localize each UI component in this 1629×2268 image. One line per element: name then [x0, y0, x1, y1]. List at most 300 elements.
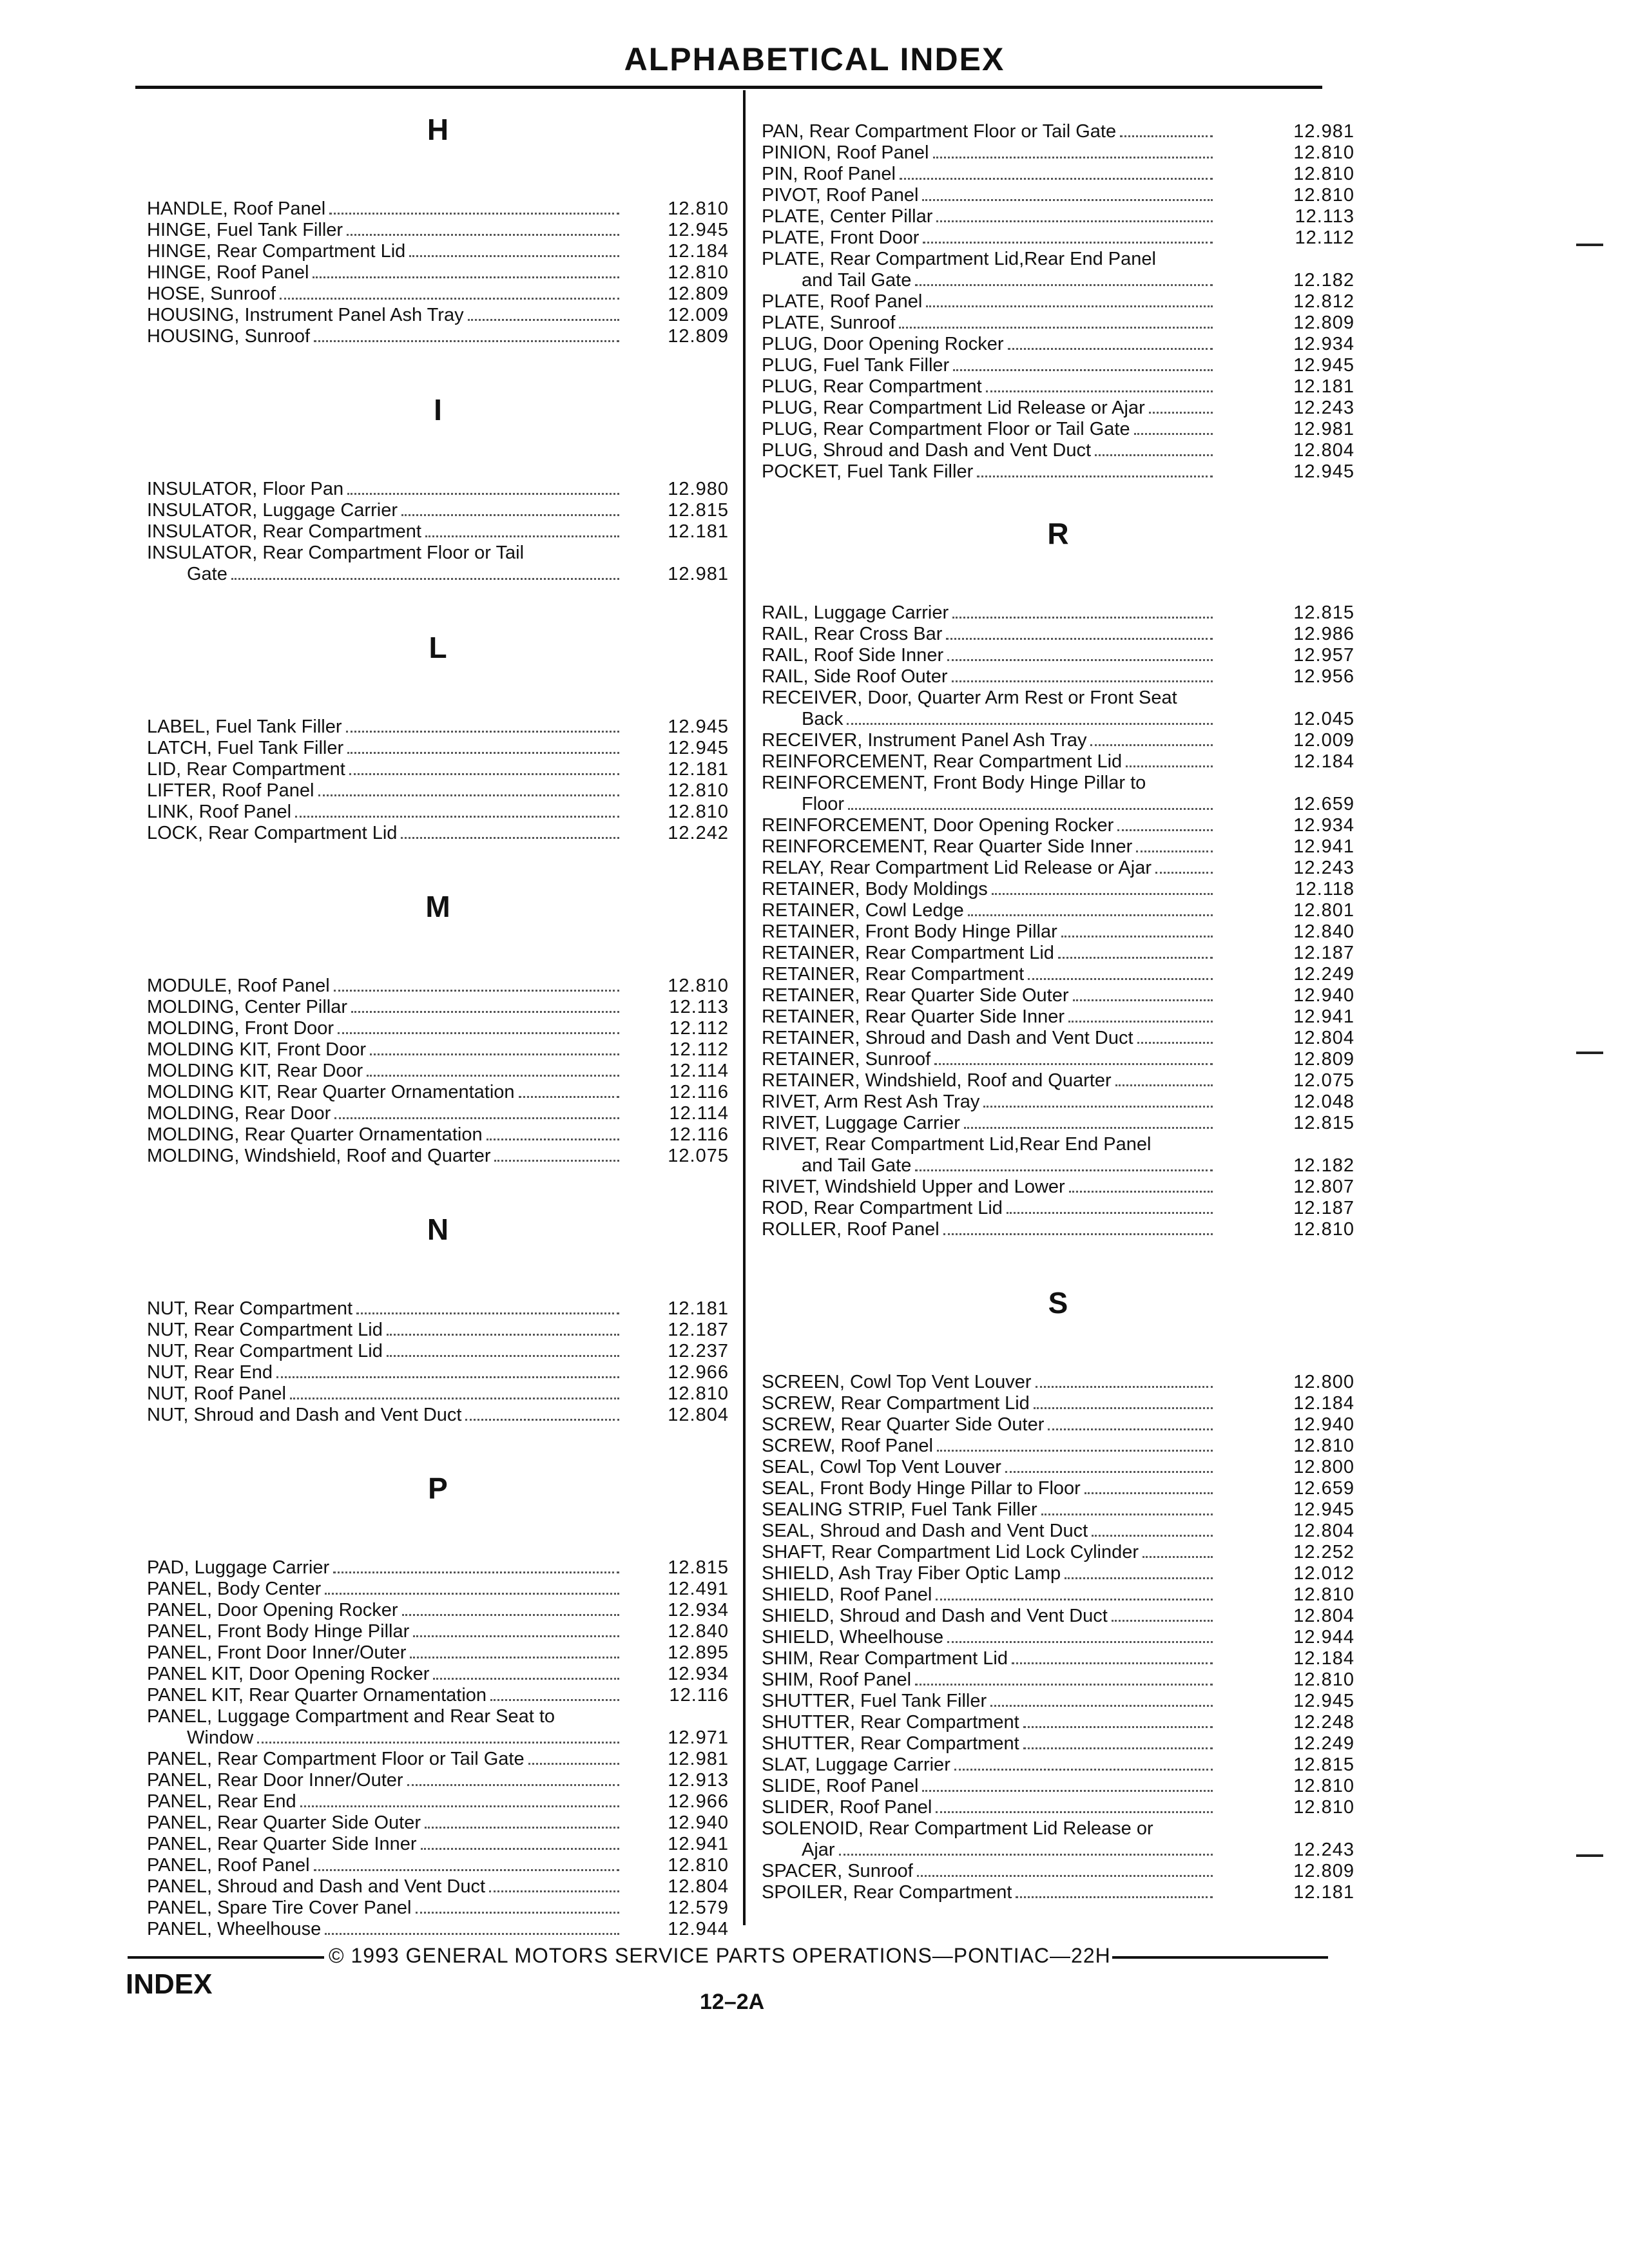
dot-leader	[839, 1854, 1213, 1856]
dot-leader	[349, 773, 619, 775]
dot-leader	[407, 1784, 619, 1786]
index-entry	[762, 1882, 1354, 1903]
entry-name: SHIM, Roof Panel	[762, 1669, 912, 1690]
entry-name: PLUG, Rear Compartment Floor or Tail Gate	[762, 419, 1130, 439]
entry-page-number: 12.112	[669, 1039, 729, 1060]
dot-leader	[1065, 1577, 1213, 1579]
dot-leader	[313, 276, 619, 278]
index-entry	[147, 1685, 729, 1706]
index-entry	[762, 1006, 1354, 1028]
entry-page-number: 12.981	[668, 1749, 729, 1769]
entry-page-number: 12.243	[1293, 858, 1354, 878]
dot-leader	[1008, 348, 1213, 350]
index-entry	[762, 1049, 1354, 1070]
margin-mark	[1576, 244, 1603, 246]
entry-page-number: 12.184	[1293, 1648, 1354, 1669]
index-entry	[147, 738, 729, 759]
entry-page-number: 12.809	[1293, 1049, 1354, 1070]
dot-leader	[1084, 1492, 1213, 1494]
dot-leader	[490, 1699, 619, 1701]
index-section	[762, 514, 1354, 1240]
entry-name-group	[147, 997, 645, 1018]
entry-page-number: 12.945	[1293, 1691, 1354, 1711]
dot-leader	[409, 255, 619, 257]
entry-name: PLUG, Door Opening Rocker	[762, 334, 1004, 354]
index-entry	[762, 1457, 1354, 1478]
entry-name-group	[147, 198, 645, 220]
entry-name: HOUSING, Instrument Panel Ash Tray	[147, 305, 464, 325]
entry-name-group	[147, 1146, 645, 1167]
entry-page-number: 12.941	[668, 1834, 729, 1854]
dot-leader	[1005, 1471, 1213, 1473]
entry-name-continuation-line	[762, 794, 1239, 815]
entry-name: RAIL, Side Roof Outer	[762, 666, 948, 687]
entry-name: REINFORCEMENT, Rear Compartment Lid	[762, 751, 1123, 772]
index-entry	[147, 802, 729, 823]
dot-leader	[280, 298, 619, 300]
dot-leader	[990, 1705, 1213, 1707]
entry-name-group	[762, 815, 1239, 836]
entry-name-continuation: Gate	[187, 564, 227, 584]
dot-leader	[1092, 1535, 1213, 1537]
index-entry	[147, 1298, 729, 1320]
entry-name: SCREW, Rear Quarter Side Outer	[762, 1414, 1045, 1435]
entry-name: SOLENOID, Rear Compartment Lid Release or	[762, 1818, 1153, 1839]
index-entry	[762, 943, 1354, 964]
index-entry	[762, 1776, 1354, 1797]
entry-name-group	[762, 1177, 1239, 1198]
entry-name: MOLDING KIT, Rear Quarter Ornamentation	[147, 1082, 515, 1102]
left-column	[147, 110, 729, 1940]
entry-name-group	[147, 1855, 645, 1876]
dot-leader	[314, 1869, 619, 1871]
index-entry	[147, 1061, 729, 1082]
index-entry	[762, 687, 1354, 730]
entry-name-group	[762, 398, 1239, 419]
entry-name: SCREW, Rear Compartment Lid	[762, 1393, 1030, 1414]
index-entry	[762, 1818, 1354, 1861]
entry-name-continuation-line	[762, 270, 1239, 291]
dot-leader	[1036, 1386, 1213, 1388]
entry-name-group	[147, 1103, 645, 1124]
entry-name-group	[762, 1134, 1239, 1177]
dot-leader	[413, 1635, 619, 1637]
entry-page-number: 12.009	[668, 305, 729, 325]
index-entry	[147, 1812, 729, 1834]
entry-name-group	[762, 943, 1239, 964]
index-entry	[762, 1134, 1354, 1177]
title-rule	[135, 86, 1322, 89]
entry-name-group	[762, 900, 1239, 921]
index-entry	[147, 1664, 729, 1685]
index-entry	[762, 440, 1354, 461]
footer-section-label: INDEX	[126, 1968, 213, 2000]
dot-leader	[922, 1790, 1213, 1792]
entry-name-group	[147, 220, 645, 241]
entry-name-group	[762, 730, 1239, 751]
dot-leader	[968, 914, 1213, 916]
entry-page-number: 12.810	[668, 802, 729, 822]
column-divider	[743, 90, 746, 1925]
entry-page-number: 12.182	[1293, 270, 1354, 291]
entry-name: RELAY, Rear Compartment Lid Release or Ajar	[762, 858, 1152, 878]
dot-leader	[1120, 135, 1213, 137]
dot-leader	[915, 284, 1213, 286]
entry-name: SHIELD, Ash Tray Fiber Optic Lamp	[762, 1563, 1061, 1584]
entry-name: ROLLER, Roof Panel	[762, 1219, 940, 1240]
section-letter: M	[425, 890, 450, 923]
dot-leader	[915, 1169, 1213, 1171]
entry-name-group	[762, 440, 1239, 461]
index-entry	[762, 985, 1354, 1006]
entry-name-group	[147, 1876, 645, 1898]
entry-name-group	[147, 1898, 645, 1919]
index-entry	[762, 624, 1354, 645]
entry-name: MOLDING KIT, Rear Door	[147, 1061, 363, 1081]
entry-page-number: 12.491	[668, 1579, 729, 1599]
dot-leader	[425, 1827, 619, 1829]
index-entry	[762, 921, 1354, 943]
entry-page-number: 12.075	[668, 1146, 729, 1166]
entry-name: MODULE, Roof Panel	[147, 975, 330, 996]
entry-page-number: 12.981	[1293, 121, 1354, 142]
entry-name-group	[762, 206, 1239, 227]
entry-name: RETAINER, Cowl Ledge	[762, 900, 964, 921]
page-number: 12–2A	[700, 1990, 765, 2014]
entry-name-continuation: Ajar	[802, 1840, 835, 1860]
index-entry	[147, 1876, 729, 1898]
dot-leader	[926, 305, 1213, 307]
entry-name-group	[147, 1834, 645, 1855]
dot-leader	[325, 1933, 619, 1935]
entry-name: PLUG, Rear Compartment Lid Release or Ajar	[762, 398, 1145, 418]
entry-page-number: 12.252	[1293, 1542, 1354, 1562]
entry-page-number: 12.116	[669, 1685, 729, 1706]
entry-page-number: 12.116	[669, 1124, 729, 1145]
entry-name: PAN, Rear Compartment Floor or Tail Gate	[762, 121, 1117, 142]
entry-name: PANEL, Body Center	[147, 1579, 322, 1599]
entry-name: PLUG, Shroud and Dash and Vent Duct	[762, 440, 1092, 461]
entry-name-group	[147, 802, 645, 823]
entry-page-number: 12.249	[1293, 964, 1354, 985]
dot-leader	[519, 1096, 619, 1098]
entry-name: INSULATOR, Luggage Carrier	[147, 500, 398, 521]
entry-page-number: 12.944	[1293, 1627, 1354, 1648]
entry-page-number: 12.945	[1293, 355, 1354, 376]
index-entry	[762, 206, 1354, 227]
index-entry	[762, 858, 1354, 879]
entry-name-group	[147, 262, 645, 284]
dot-leader	[401, 837, 619, 839]
entry-page-number: 12.112	[669, 1018, 729, 1039]
dot-leader	[1112, 1620, 1213, 1622]
copyright-notice: © 1993 GENERAL MOTORS SERVICE PARTS OPERATIONS—PONTIAC—22H	[329, 1944, 1111, 1967]
dot-leader	[334, 1117, 619, 1119]
dot-leader	[947, 1641, 1213, 1643]
entry-name-group	[762, 985, 1239, 1006]
index-entry	[762, 602, 1354, 624]
dot-leader	[943, 1233, 1213, 1235]
entry-page-number: 12.184	[668, 241, 729, 262]
index-entry	[762, 1733, 1354, 1754]
entry-name-group	[147, 1018, 645, 1039]
entry-name: PAD, Luggage Carrier	[147, 1557, 330, 1578]
entry-name: PLUG, Fuel Tank Filler	[762, 355, 950, 376]
entry-page-number: 12.810	[668, 198, 729, 219]
index-entry	[762, 645, 1354, 666]
entry-name: SPACER, Sunroof	[762, 1861, 913, 1881]
entry-name-continuation-line	[147, 564, 645, 585]
dot-leader	[848, 808, 1213, 810]
entry-name-group	[762, 461, 1239, 483]
entry-name: PLATE, Sunroof	[762, 312, 896, 333]
dot-leader	[421, 1848, 619, 1850]
entry-page-number: 12.800	[1293, 1372, 1354, 1392]
entry-name-group	[147, 1621, 645, 1642]
section-letter: I	[434, 393, 442, 427]
entry-name-group	[762, 858, 1239, 879]
entry-page-number: 12.112	[1295, 227, 1354, 248]
dot-leader	[952, 617, 1213, 619]
entry-page-number: 12.815	[1293, 602, 1354, 623]
entry-name: RETAINER, Rear Quarter Side Inner	[762, 1006, 1065, 1027]
entry-name-group	[762, 376, 1239, 398]
entry-name: INSULATOR, Floor Pan	[147, 479, 344, 499]
entry-name-group	[762, 1776, 1239, 1797]
dot-leader	[954, 1769, 1213, 1771]
entry-page-number: 12.810	[1293, 1669, 1354, 1690]
entry-name-group	[147, 543, 645, 585]
entry-name-group	[147, 241, 645, 262]
index-entry	[147, 780, 729, 802]
entry-name: RIVET, Luggage Carrier	[762, 1113, 960, 1133]
entry-name: SEAL, Cowl Top Vent Louver	[762, 1457, 1001, 1477]
entry-name-group	[762, 1091, 1239, 1113]
entry-page-number: 12.181	[668, 759, 729, 780]
dot-leader	[936, 1599, 1213, 1600]
entry-name: SEAL, Shroud and Dash and Vent Duct	[762, 1521, 1088, 1541]
entry-page-number: 12.075	[1293, 1070, 1354, 1091]
entry-name-group	[147, 1362, 645, 1383]
index-entry	[762, 1648, 1354, 1669]
entry-name: SHIELD, Shroud and Dash and Vent Duct	[762, 1606, 1108, 1626]
entry-page-number: 12.659	[1293, 1478, 1354, 1499]
index-entry	[762, 398, 1354, 419]
dot-leader	[347, 493, 619, 495]
entry-name-group	[762, 1712, 1239, 1733]
index-entry	[147, 1362, 729, 1383]
section-letter: N	[427, 1213, 449, 1246]
dot-leader	[953, 369, 1213, 371]
entry-name-group	[147, 1383, 645, 1405]
entry-name-group	[762, 624, 1239, 645]
index-section	[762, 1283, 1354, 1903]
dot-leader	[387, 1355, 619, 1357]
index-entry	[762, 1177, 1354, 1198]
index-section	[147, 628, 729, 844]
entry-name: HOUSING, Sunroof	[147, 326, 311, 347]
section-letter: S	[1048, 1286, 1068, 1320]
index-entry	[762, 1542, 1354, 1563]
entry-page-number: 12.971	[668, 1727, 729, 1748]
entry-name-group	[147, 1919, 645, 1940]
dot-leader	[1117, 829, 1213, 831]
entry-name: LINK, Roof Panel	[147, 802, 292, 822]
entry-page-number: 12.810	[1293, 1436, 1354, 1456]
dot-leader	[329, 213, 619, 215]
entry-name: RECEIVER, Door, Quarter Arm Rest or Front Seat	[762, 687, 1177, 708]
entry-name-group	[762, 602, 1239, 624]
entry-name-group	[147, 716, 645, 738]
index-entry	[147, 1855, 729, 1876]
entry-name: RIVET, Rear Compartment Lid,Rear End Panel	[762, 1134, 1152, 1155]
index-entry	[147, 543, 729, 585]
entry-page-number: 12.804	[1293, 440, 1354, 461]
index-entry	[147, 1039, 729, 1061]
entry-name: SHAFT, Rear Compartment Lid Lock Cylinder	[762, 1542, 1139, 1562]
entry-name: SEAL, Front Body Hinge Pillar to Floor	[762, 1478, 1081, 1499]
entry-name: RIVET, Arm Rest Ash Tray	[762, 1091, 980, 1112]
entry-name-group	[762, 227, 1239, 249]
entry-name: RIVET, Windshield Upper and Lower	[762, 1177, 1065, 1197]
entry-name: PANEL KIT, Door Opening Rocker	[147, 1664, 430, 1684]
index-section	[762, 121, 1354, 483]
entry-name: SHUTTER, Fuel Tank Filler	[762, 1691, 987, 1711]
entry-page-number: 12.812	[1293, 291, 1354, 312]
entry-name: RETAINER, Rear Compartment	[762, 964, 1025, 985]
entry-name-group	[762, 1457, 1239, 1478]
entry-name-group	[762, 291, 1239, 312]
entry-name-group	[762, 751, 1239, 773]
index-entry	[762, 1797, 1354, 1818]
entry-page-number: 12.957	[1293, 645, 1354, 666]
dot-leader	[528, 1763, 619, 1765]
entry-page-number: 12.810	[1293, 1776, 1354, 1796]
entry-name: POCKET, Fuel Tank Filler	[762, 461, 974, 482]
index-entry	[147, 305, 729, 326]
entry-name: SHIELD, Roof Panel	[762, 1584, 932, 1605]
entry-name: SLAT, Luggage Carrier	[762, 1754, 950, 1775]
dot-leader	[367, 1075, 619, 1077]
entry-name: SLIDER, Roof Panel	[762, 1797, 932, 1818]
entry-name-continuation-line	[762, 709, 1239, 730]
entry-name: REINFORCEMENT, Door Opening Rocker	[762, 815, 1114, 836]
entry-name-group	[147, 1320, 645, 1341]
entry-name: REINFORCEMENT, Front Body Hinge Pillar to	[762, 773, 1146, 793]
entry-name: PANEL, Shroud and Dash and Vent Duct	[147, 1876, 486, 1897]
dot-leader	[1137, 1042, 1213, 1044]
index-entry	[147, 975, 729, 997]
entry-name: PANEL, Wheelhouse	[147, 1919, 322, 1939]
entry-name-group	[147, 738, 645, 759]
dot-leader	[318, 794, 620, 796]
entry-name: RETAINER, Front Body Hinge Pillar	[762, 921, 1057, 942]
entry-name: MOLDING, Windshield, Roof and Quarter	[147, 1146, 491, 1166]
entry-page-number: 12.243	[1293, 1840, 1354, 1860]
section-letter: L	[429, 631, 447, 664]
entry-name: RETAINER, Rear Compartment Lid	[762, 943, 1054, 963]
index-entry	[762, 291, 1354, 312]
dot-leader	[923, 242, 1213, 244]
entry-name: PIVOT, Roof Panel	[762, 185, 919, 206]
entry-name: SCREEN, Cowl Top Vent Louver	[762, 1372, 1032, 1392]
entry-name-group	[762, 1521, 1239, 1542]
entry-page-number: 12.809	[1293, 1861, 1354, 1881]
entry-page-number: 12.940	[668, 1812, 729, 1833]
index-entry	[762, 900, 1354, 921]
entry-page-number: 12.945	[1293, 461, 1354, 482]
entry-name-group	[762, 419, 1239, 440]
dot-leader	[952, 680, 1213, 682]
entry-name: SCREW, Roof Panel	[762, 1436, 933, 1456]
dot-leader	[333, 1571, 619, 1573]
entry-name-continuation: Window	[187, 1727, 254, 1748]
dot-leader	[416, 1912, 620, 1914]
entry-name-group	[762, 1372, 1239, 1393]
entry-page-number: 12.815	[1293, 1113, 1354, 1133]
entry-page-number: 12.118	[1295, 879, 1354, 899]
entry-name: NUT, Rear Compartment	[147, 1298, 353, 1319]
dot-leader	[847, 723, 1213, 725]
dot-leader	[356, 1312, 619, 1314]
dot-leader	[1136, 850, 1213, 852]
index-entry	[147, 1557, 729, 1579]
entry-page-number: 12.242	[668, 823, 729, 843]
index-entry	[762, 836, 1354, 858]
index-section	[147, 110, 729, 347]
entry-page-number: 12.941	[1293, 836, 1354, 857]
index-entry	[762, 666, 1354, 687]
dot-leader	[276, 1376, 619, 1378]
dot-leader	[1134, 433, 1213, 435]
entry-name-group	[147, 1579, 645, 1600]
dot-leader	[933, 157, 1213, 159]
entry-name-group	[762, 1691, 1239, 1712]
index-entry	[762, 1478, 1354, 1499]
entry-page-number: 12.810	[1293, 142, 1354, 163]
dot-leader	[1028, 978, 1213, 980]
entry-page-number: 12.012	[1293, 1563, 1354, 1584]
entry-name: ROD, Rear Compartment Lid	[762, 1198, 1003, 1218]
entry-page-number: 12.810	[668, 262, 729, 283]
index-entry	[762, 879, 1354, 900]
dot-leader	[936, 1811, 1213, 1813]
dot-leader	[295, 816, 619, 818]
index-entry	[762, 1584, 1354, 1606]
entry-name: LABEL, Fuel Tank Filler	[147, 716, 342, 737]
entry-name-continuation: Back	[802, 709, 843, 729]
entry-name: MOLDING, Rear Quarter Ornamentation	[147, 1124, 483, 1145]
index-entry	[762, 1861, 1354, 1882]
index-entry	[762, 1521, 1354, 1542]
index-entry	[762, 142, 1354, 164]
dot-leader	[465, 1419, 619, 1421]
dot-leader	[983, 1106, 1213, 1108]
entry-name-continuation-line	[147, 1727, 645, 1749]
index-entry	[147, 521, 729, 543]
entry-page-number: 12.807	[1293, 1177, 1354, 1197]
entry-name-group	[147, 780, 645, 802]
index-entry	[762, 1372, 1354, 1393]
entry-name: PLATE, Rear Compartment Lid,Rear End Panel	[762, 249, 1156, 269]
page-title: ALPHABETICAL INDEX	[624, 41, 1005, 77]
entry-name-group	[147, 1685, 645, 1706]
entry-name-group	[762, 1006, 1239, 1028]
dot-leader	[387, 1334, 619, 1336]
dot-leader	[494, 1160, 619, 1162]
index-entry	[147, 1834, 729, 1855]
entry-name-group	[147, 1749, 645, 1770]
